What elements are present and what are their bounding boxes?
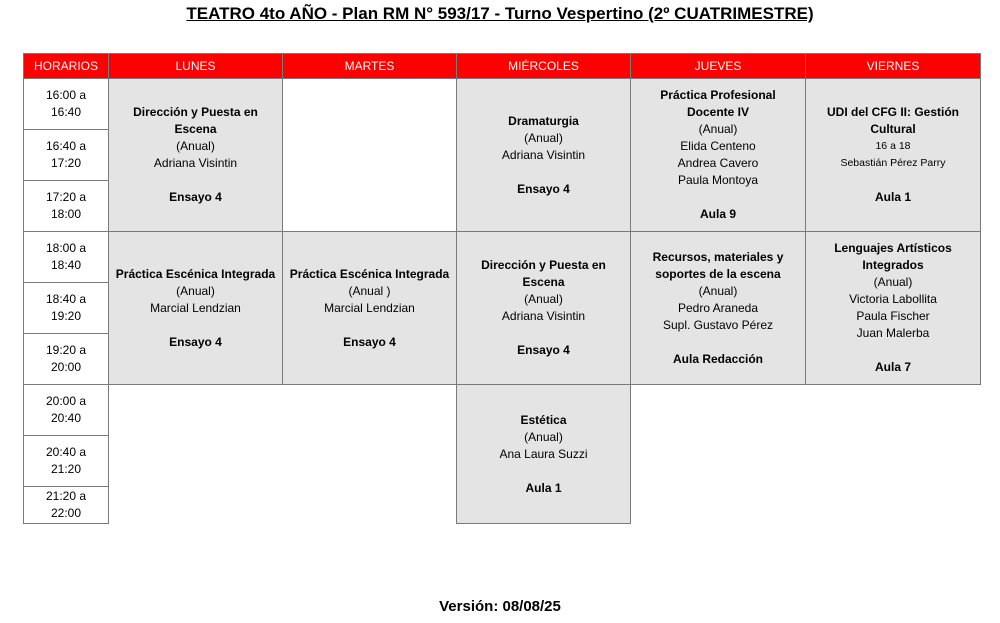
header-martes: MARTES xyxy=(283,54,457,79)
class-block-lunes-1: Dirección y Puesta en Escena (Anual) Adriana Visintin Ensayo 4 xyxy=(109,79,283,232)
class-block-miercoles-3: Estética (Anual) Ana Laura Suzzi Aula 1 xyxy=(457,385,631,524)
header-jueves: JUEVES xyxy=(631,54,806,79)
schedule-table xyxy=(23,53,981,524)
header-lunes: LUNES xyxy=(109,54,283,79)
class-block-miercoles-2: Dirección y Puesta en Escena (Anual) Adriana Visintin Ensayo 4 xyxy=(457,232,631,385)
time-slot: 21:20 a 22:00 xyxy=(24,487,109,524)
class-block-martes-2: Práctica Escénica Integrada (Anual ) Marcial Lendzian Ensayo 4 xyxy=(283,232,457,385)
header-miercoles: MIÉRCOLES xyxy=(457,54,631,79)
time-slot: 16:40 a 17:20 xyxy=(24,130,109,181)
page-title: TEATRO 4to AÑO - Plan RM N° 593/17 - Turno Vespertino (2º CUATRIMESTRE) xyxy=(186,4,814,23)
empty-block-martes-1 xyxy=(283,79,457,232)
class-block-viernes-2: Lenguajes Artísticos Integrados (Anual) Victoria Labollita Paula Fischer Juan Malerba Aula 7 xyxy=(806,232,981,385)
class-block-viernes-1: UDI del CFG II: Gestión Cultural 16 a 18 Sebastián Pérez Parry Aula 1 xyxy=(806,79,981,232)
time-slot: 16:00 a 16:40 xyxy=(24,79,109,130)
time-slot: 19:20 a 20:00 xyxy=(24,334,109,385)
time-slot: 18:00 a 18:40 xyxy=(24,232,109,283)
class-block-miercoles-1: Dramaturgia (Anual) Adriana Visintin Ensayo 4 xyxy=(457,79,631,232)
version-label: Versión: 08/08/25 xyxy=(439,598,561,615)
time-slot: 20:00 a 20:40 xyxy=(24,385,109,436)
class-block-jueves-2: Recursos, materiales y soportes de la escena (Anual) Pedro Araneda Supl. Gustavo Pérez Aula Redacción xyxy=(631,232,806,385)
header-viernes: VIERNES xyxy=(806,54,981,79)
time-slot: 17:20 a 18:00 xyxy=(24,181,109,232)
time-slot: 18:40 a 19:20 xyxy=(24,283,109,334)
header-horarios: HORARIOS xyxy=(24,54,109,79)
time-slot: 20:40 a 21:20 xyxy=(24,436,109,487)
header-row xyxy=(24,54,981,79)
class-block-lunes-2: Práctica Escénica Integrada (Anual) Marcial Lendzian Ensayo 4 xyxy=(109,232,283,385)
class-block-jueves-1: Práctica Profesional Docente IV (Anual) Elida Centeno Andrea Cavero Paula Montoya Aula 9 xyxy=(631,79,806,232)
